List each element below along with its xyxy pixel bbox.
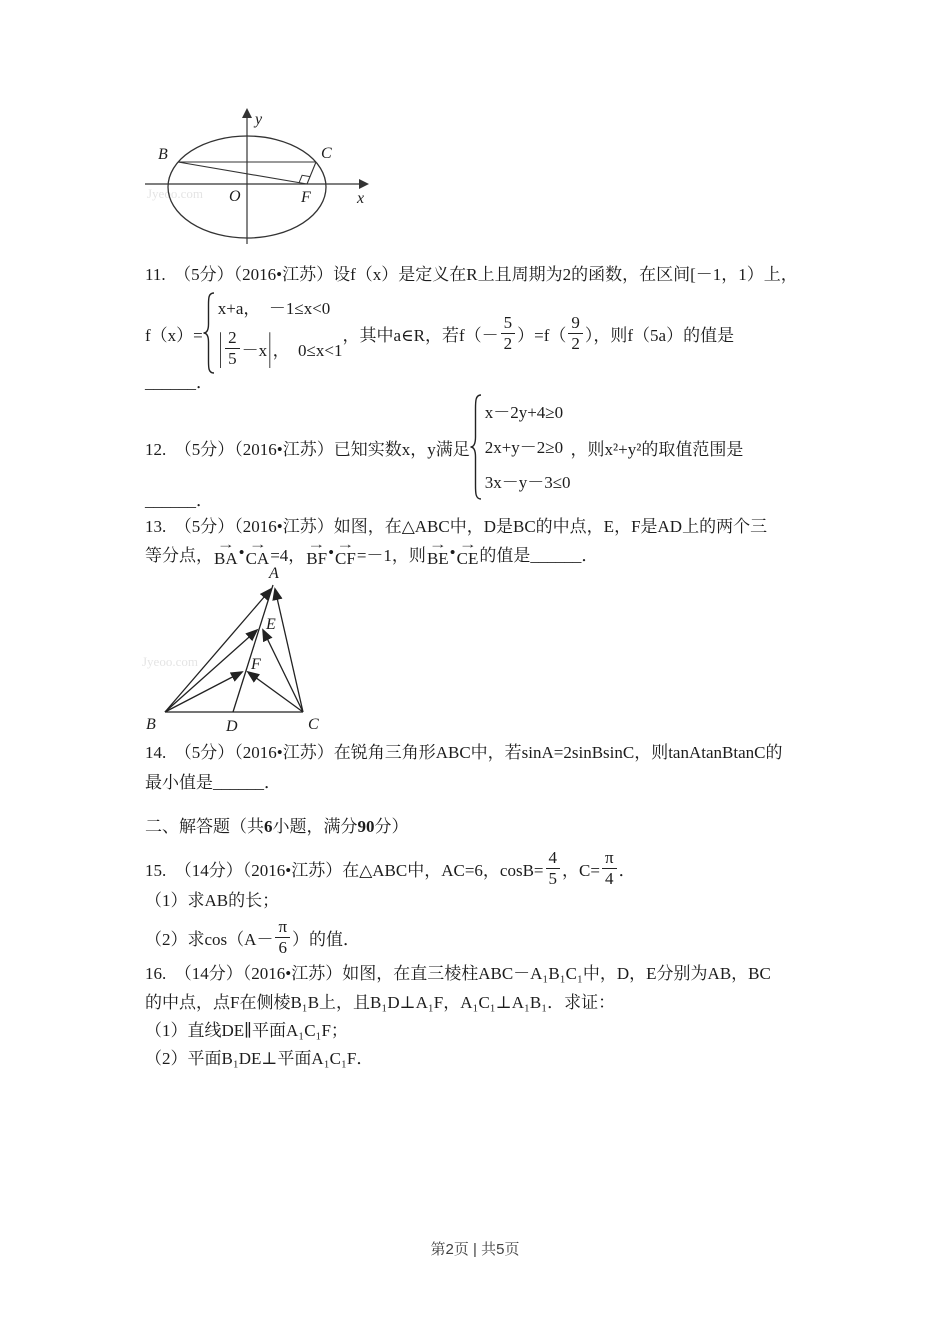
x-axis-arrow (359, 179, 369, 189)
q16-line2: 的中点，点F在侧棱B₁B上，且B₁D⊥A₁F，A₁C₁⊥A₁B₁．求证： (145, 993, 616, 1012)
vector-CF: → CF (335, 536, 356, 568)
q15-frac-4-5: $\frac{4}{5}$ (546, 849, 561, 888)
q16-part2: （2）平面B₁DE⊥平面A₁C₁F． (145, 1049, 374, 1068)
q11-fx-label: f（x）= (145, 325, 203, 345)
label-C: C (321, 145, 332, 162)
vector-BA: → BA (214, 536, 238, 568)
ellipse-figure (145, 106, 845, 259)
label-F: F (301, 189, 311, 206)
arrow-B-to-A (165, 589, 271, 712)
section2-header: 二、解答题（共6小题，满分90分） (145, 817, 409, 836)
label-A: A (269, 566, 279, 582)
q11-frac-5-2: $\frac{5}{2}$ (501, 314, 516, 353)
label-x: x (357, 190, 365, 207)
q14-line2: 最小值是______． (145, 773, 281, 792)
ellipse-figure-svg (145, 106, 380, 254)
q13-tail: 的值是______． (479, 545, 599, 565)
label-B: B (158, 146, 168, 163)
q11-case2-rest: ， 0≤x<1 (272, 340, 343, 360)
q11-case1: x+a， －1≤x<0 (217, 299, 331, 318)
q15-lead: 15. （14分）（2016•江苏）在△ABC中，AC=6，cosB= (145, 860, 544, 880)
abs-bar-left: | (218, 325, 223, 369)
q15-row (145, 842, 845, 894)
q13-line1: 13. （5分）（2016•江苏）如图，在△ABC中，D是BC的中点，E，F是AD上的两个三 (145, 517, 768, 536)
arrow-B-to-E (165, 630, 257, 712)
q11-case2-mid: －x (241, 340, 268, 360)
triangle-figure-svg (138, 566, 343, 741)
q15-part2-post: ）的值． (292, 929, 361, 949)
vector-CA: → CA (245, 536, 270, 568)
label-B: B (146, 716, 156, 733)
label-y: y (255, 111, 263, 128)
q11-frac-9-2: $\frac{9}{2}$ (568, 314, 583, 353)
q15-frac-pi-6: $\frac{\pi}{6}$ (275, 918, 290, 957)
dot-product-icon: • (238, 543, 245, 562)
label-E: E (266, 616, 276, 633)
arrow-C-to-E (263, 630, 303, 712)
q13-eq2: =－1，则 (356, 545, 426, 565)
q12-ineq-1: x－2y+4≥0 (484, 402, 564, 422)
q12-lead: 12. （5分）（2016•江苏）已知实数x，y满足 (145, 439, 470, 459)
q11-cases (218, 294, 343, 372)
line-CF (307, 162, 316, 184)
q12-system (485, 395, 571, 500)
q11-frac-2-5: $\frac{2}{5}$ (225, 329, 240, 368)
dot-product-icon: • (449, 543, 456, 562)
label-F: F (251, 656, 261, 673)
section2-count: 6 (264, 817, 273, 836)
q15-part2-pre: （2）求cos（A－ (145, 929, 274, 949)
q16-part1: （1）直线DE∥平面A₁C₁F； (145, 1021, 348, 1040)
q12-ineq-3: 3x－y－3≤0 (484, 472, 571, 492)
q11-line1: 11. （5分）（2016•江苏）设f（x）是定义在R上且周期为2的函数，在区间[－1，1）上， (145, 265, 798, 284)
q11-after1: ，其中a∈R，若f（－ (342, 325, 499, 345)
label-O: O (229, 188, 241, 205)
y-axis-arrow (242, 108, 252, 118)
section2-score: 90 (357, 817, 375, 836)
q11-after3: ），则f（5a）的值是 (584, 325, 735, 345)
abs-bar-right: | (268, 325, 272, 369)
q15-part1: （1）求AB的长； (145, 891, 280, 910)
label-C: C (308, 716, 319, 733)
watermark: Jyeoo.com (147, 186, 203, 201)
left-brace (203, 291, 216, 375)
median-AD (233, 585, 273, 712)
q13-pre2: 等分点， (145, 545, 213, 565)
q16-line1: 16. （14分）（2016•江苏）如图，在直三棱柱ABC－A₁B₁C₁中，D，E分别为AB，BC (145, 964, 771, 983)
q15-part2 (145, 912, 845, 962)
label-D: D (226, 718, 238, 735)
q12-ineq-2: 2x+y－2≥0 (484, 437, 564, 457)
line-BF (178, 162, 307, 184)
q11-piecewise-row (145, 290, 845, 376)
triangle-figure (138, 566, 838, 746)
q13-eq1: =4， (270, 545, 306, 565)
q11-after2: ）=f（ (517, 325, 567, 345)
left-brace (470, 393, 483, 501)
dot-product-icon: • (328, 543, 335, 562)
page-footer: 第2页 | 共5页 (430, 1241, 520, 1258)
watermark: Jyeoo.com (142, 654, 198, 669)
arrow-C-to-A (275, 589, 303, 712)
vector-BE: → BE (426, 536, 449, 568)
q12-after: ，则x²+y²的取值范围是 (570, 439, 744, 459)
q13-line2 (145, 538, 845, 568)
vector-BF: → BF (306, 536, 328, 568)
q15-frac-pi-4: $\frac{\pi}{4}$ (602, 849, 617, 888)
q15-end: ． (618, 860, 636, 880)
q11-case2 (218, 324, 343, 372)
q12-answer-blank: ______． (145, 491, 213, 510)
q11-answer-blank: ______． (145, 373, 213, 392)
q12-row (145, 394, 845, 500)
q15-mid: ，C= (562, 860, 600, 880)
vector-CE: → CE (456, 536, 479, 568)
q14-line1: 14. （5分）（2016•江苏）在锐角三角形ABC中，若sinA=2sinBsinC，则tanAtanBtanC的 (145, 743, 783, 762)
